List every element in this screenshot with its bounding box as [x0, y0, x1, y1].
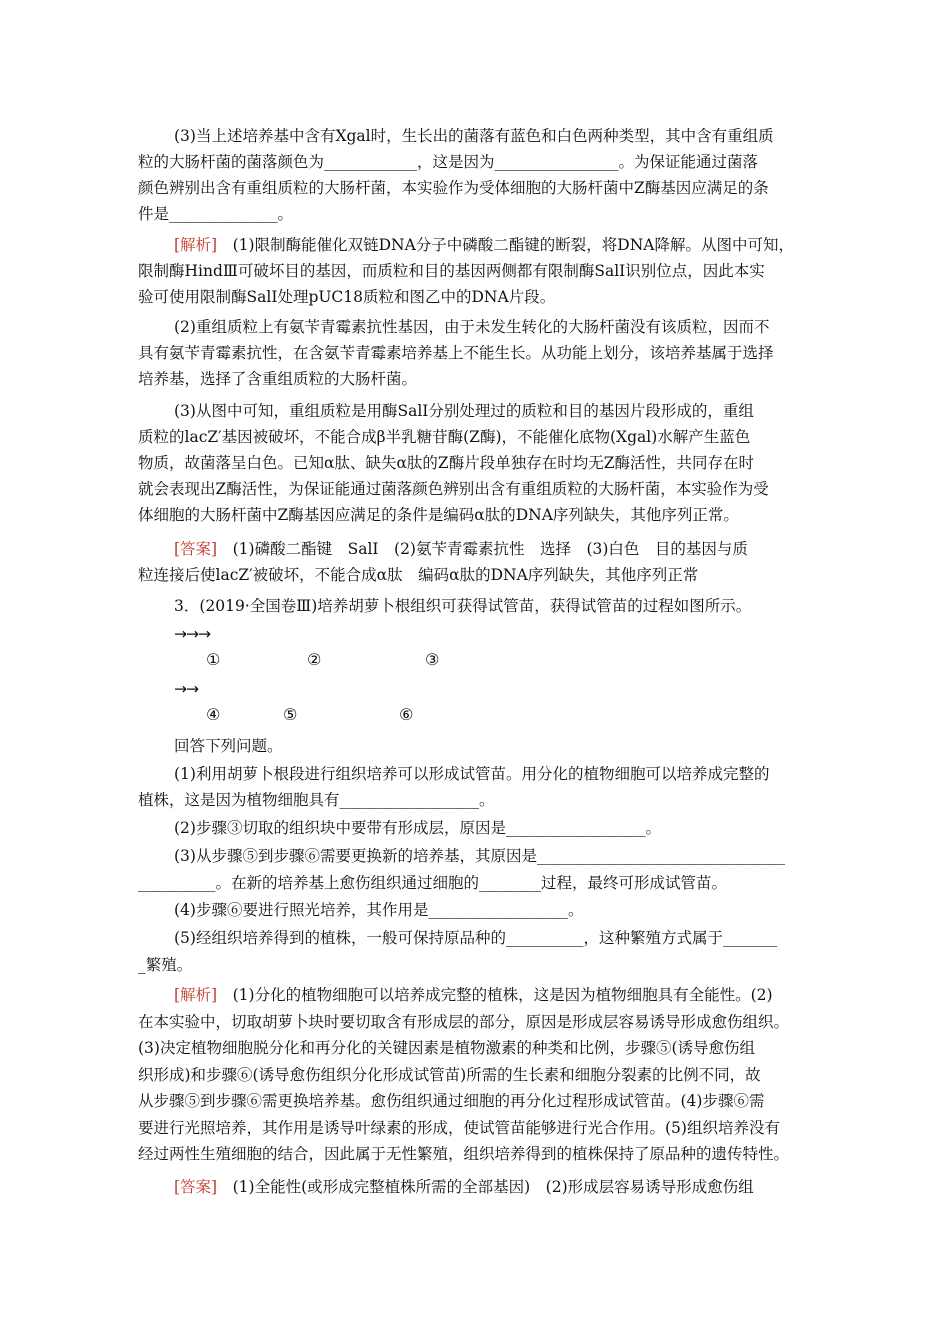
- paragraph-line: (1)利用胡萝卜根段进行组织培养可以形成试管苗。用分化的植物细胞可以培养成完整的: [174, 765, 770, 783]
- paragraph-line: 物质，故菌落呈白色。已知α肽、缺失α肽的Z酶片段单独存在时均无Z酶活性，共同存在时: [138, 454, 754, 472]
- paragraph-line: 织形成)和步骤⑥(诱导愈伤组织分化形成试管苗)所需的生长素和细胞分裂素的比例不同，故: [138, 1066, 761, 1084]
- paragraph-line: (3)当上述培养基中含有Xgal时，生长出的菌落有蓝色和白色两种类型，其中含有重组质: [174, 127, 774, 145]
- paragraph-line: (2)步骤③切取的组织块中要带有形成层，原因是__________________。: [174, 819, 661, 837]
- paragraph-line: 限制酶HindⅢ可破坏目的基因，而质粒和目的基因两侧都有限制酶SalⅠ识别位点，因此本实: [138, 262, 765, 280]
- answer-line: [174, 1175, 818, 1199]
- paragraph-line: 就会表现出Z酶活性，为保证能通过菌落颜色辨别出含有重组质粒的大肠杆菌，本实验作为受: [138, 480, 769, 498]
- paragraph-line: 质粒的lacZ′基因被破坏，不能合成β半乳糖苷酶(Z酶)，不能催化底物(Xgal)水解产生蓝色: [138, 428, 751, 446]
- answer-text: (1)磷酸二酯键 SalⅠ (2)氨苄青霉素抗性 选择 (3)白色 目的基因与质: [232, 540, 748, 558]
- paragraph-line: __________。在新的培养基上愈伤组织通过细胞的________过程，最终可形成试管苗。: [138, 874, 728, 892]
- step-label-5: ⑤: [283, 705, 298, 724]
- analysis-line: [174, 983, 818, 1007]
- paragraph-line: (2)重组质粒上有氨苄青霉素抗性基因，由于未发生转化的大肠杆菌没有该质粒，因而不: [174, 318, 770, 336]
- paragraph-line: 回答下列问题。: [174, 737, 283, 755]
- step-label-2: ②: [307, 650, 322, 669]
- paragraph-line: 植株，这是因为植物细胞具有__________________。: [138, 791, 495, 809]
- figure-arrows-row2: →→: [174, 680, 198, 698]
- answer-line: [174, 537, 818, 561]
- analysis-line: [174, 233, 818, 257]
- paragraph-line: 体细胞的大肠杆菌中Z酶基因应满足的条件是编码α肽的DNA序列缺失，其他序列正常。: [138, 506, 739, 524]
- paragraph-line: 验可使用限制酶SalⅠ处理pUC18质粒和图乙中的DNA片段。: [138, 288, 556, 306]
- paragraph-line: 从步骤⑤到步骤⑥需更换培养基。愈伤组织通过细胞的再分化过程形成试管苗。(4)步骤⑥需: [138, 1092, 765, 1110]
- paragraph-line: 粒的大肠杆菌的菌落颜色为____________，这是因为________________。为保证能通过菌落: [138, 153, 759, 171]
- paragraph-line: 在本实验中，切取胡萝卜块时要切取含有形成层的部分，原因是形成层容易诱导形成愈伤组织。: [138, 1013, 790, 1031]
- answer-text: (1)全能性(或形成完整植株所需的全部基因) (2)形成层容易诱导形成愈伤组: [232, 1178, 754, 1196]
- paragraph-line: 培养基，选择了含重组质粒的大肠杆菌。: [138, 370, 418, 388]
- question-title: 3．(2019·全国卷Ⅲ)培养胡萝卜根组织可获得试管苗，获得试管苗的过程如图所示。: [174, 597, 752, 615]
- paragraph-line: (3)决定植物细胞脱分化和再分化的关键因素是植物激素的种类和比例，步骤⑤(诱导愈伤组: [138, 1039, 756, 1057]
- figure-arrows-row1: →→→: [174, 625, 210, 643]
- paragraph-line: (5)经组织培养得到的植株，一般可保持原品种的__________，这种繁殖方式属于_______: [174, 929, 778, 947]
- step-label-4: ④: [206, 705, 221, 724]
- answer-tag: [答案]: [174, 1178, 218, 1196]
- answer-tag: [答案]: [174, 540, 218, 558]
- paragraph-line: 件是______________。: [138, 205, 294, 223]
- analysis-text: (1)限制酶能催化双链DNA分子中磷酸二酯键的断裂，将DNA降解。从图中可知，: [232, 236, 794, 254]
- step-label-3: ③: [425, 650, 440, 669]
- paragraph-line: 具有氨苄青霉素抗性，在含氨苄青霉素培养基上不能生长。从功能上划分，该培养基属于选择: [138, 344, 774, 362]
- paragraph-line: (3)从步骤⑤到步骤⑥需要更换新的培养基，其原因是________________________________: [174, 847, 785, 865]
- paragraph-line: _繁殖。: [138, 956, 193, 974]
- paragraph-line: (3)从图中可知，重组质粒是用酶SalⅠ分别处理过的质粒和目的基因片段形成的，重组: [174, 402, 754, 420]
- step-label-1: ①: [206, 650, 221, 669]
- paragraph-line: (4)步骤⑥要进行照光培养，其作用是__________________。: [174, 901, 584, 919]
- paragraph-line: 要进行光照培养，其作用是诱导叶绿素的形成，使试管苗能够进行光合作用。(5)组织培养没有: [138, 1119, 780, 1137]
- analysis-tag: [解析]: [174, 236, 218, 254]
- paragraph-line: 粒连接后使lacZ′被破坏，不能合成α肽 编码α肽的DNA序列缺失，其他序列正常: [138, 566, 699, 584]
- step-label-6: ⑥: [399, 705, 414, 724]
- analysis-text: (1)分化的植物细胞可以培养成完整的植株，这是因为植物细胞具有全能性。(2): [232, 986, 773, 1004]
- analysis-tag: [解析]: [174, 986, 218, 1004]
- paragraph-line: 颜色辨别出含有重组质粒的大肠杆菌，本实验作为受体细胞的大肠杆菌中Z酶基因应满足的条: [138, 179, 769, 197]
- paragraph-line: 经过两性生殖细胞的结合，因此属于无性繁殖，组织培养得到的植株保持了原品种的遗传特性。: [138, 1145, 790, 1163]
